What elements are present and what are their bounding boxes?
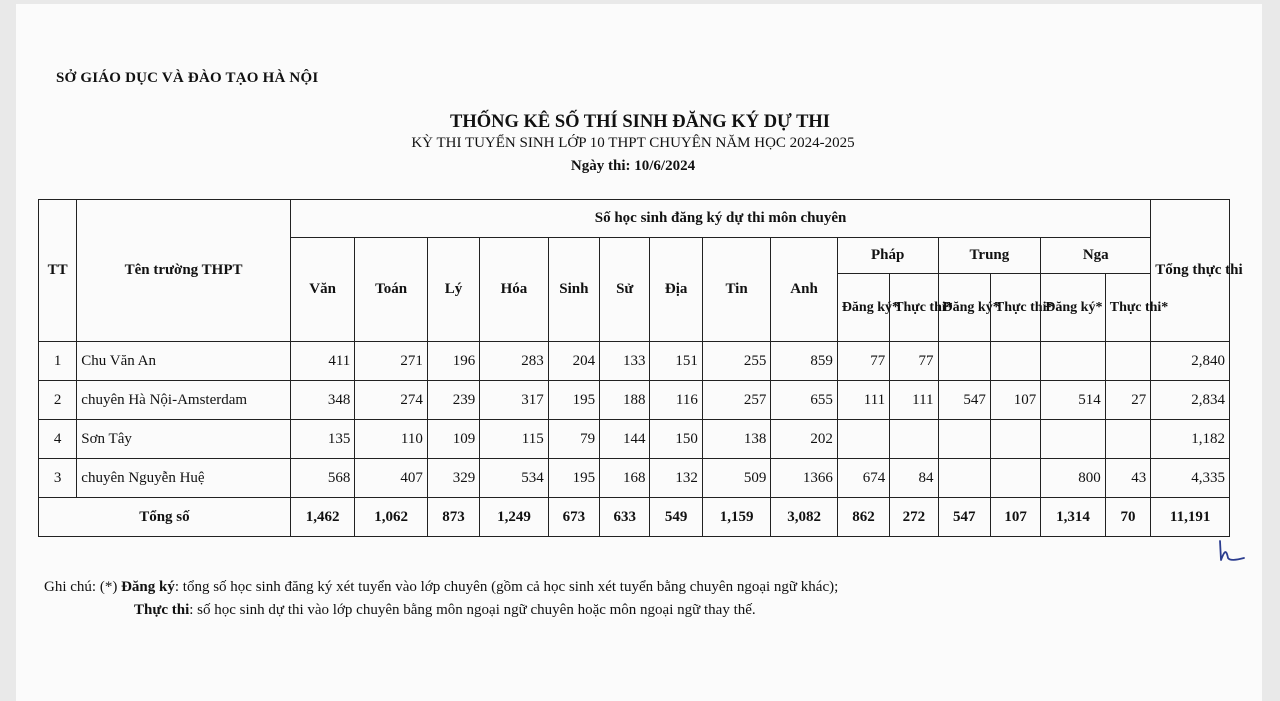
table-row (39, 420, 1230, 459)
row-value: 195 (548, 381, 599, 420)
totals-value: 1,462 (290, 498, 354, 537)
row-value: 84 (890, 459, 938, 498)
lang-group-trung: Trung (938, 238, 1041, 274)
row-total: 4,335 (1151, 459, 1230, 498)
totals-value: 272 (890, 498, 938, 537)
col-header-subject: Anh (771, 238, 837, 342)
row-value: 150 (650, 420, 702, 459)
sub-header-actual: Thực thi* (1105, 274, 1151, 342)
row-value (890, 420, 938, 459)
row-value: 195 (548, 459, 599, 498)
row-value: 115 (480, 420, 549, 459)
note-actual-text: : số học sinh dự thi vào lớp chuyên bằng môn ngoại ngữ chuyên hoặc môn ngoại ngữ thay thế. (189, 602, 756, 618)
totals-value: 862 (837, 498, 889, 537)
row-value: 509 (702, 459, 771, 498)
sub-header-register: Đăng ký* (1041, 274, 1105, 342)
row-value: 111 (837, 381, 889, 420)
row-value: 800 (1041, 459, 1105, 498)
totals-value: 1,314 (1041, 498, 1105, 537)
sub-header-actual: Thực thi* (990, 274, 1040, 342)
row-value: 255 (702, 342, 771, 381)
row-value: 407 (355, 459, 428, 498)
row-value: 77 (890, 342, 938, 381)
col-header-subject: Lý (427, 238, 479, 342)
row-value: 111 (890, 381, 938, 420)
row-value: 109 (427, 420, 479, 459)
totals-row (39, 498, 1230, 537)
row-value: 107 (990, 381, 1040, 420)
row-tt: 4 (39, 420, 77, 459)
group-header: Số học sinh đăng ký dự thi môn chuyên (290, 200, 1150, 238)
table-row (39, 342, 1230, 381)
row-value: 132 (650, 459, 702, 498)
row-value: 133 (600, 342, 650, 381)
table-body (39, 342, 1230, 537)
row-value: 196 (427, 342, 479, 381)
row-value: 859 (771, 342, 837, 381)
lang-group-nga: Nga (1041, 238, 1151, 274)
row-value (990, 420, 1040, 459)
totals-value: 873 (427, 498, 479, 537)
row-tt: 1 (39, 342, 77, 381)
row-total: 2,834 (1151, 381, 1230, 420)
row-school-name: chuyên Nguyễn Huệ (77, 459, 291, 498)
row-value: 283 (480, 342, 549, 381)
col-header-subject: Sử (600, 238, 650, 342)
document-subtitle: KỲ THI TUYỂN SINH LỚP 10 THPT CHUYÊN NĂM HỌC 2024-2025 (411, 135, 855, 151)
row-value: 202 (771, 420, 837, 459)
footnotes (44, 576, 838, 622)
totals-value: 549 (650, 498, 702, 537)
row-value (837, 420, 889, 459)
row-value: 188 (600, 381, 650, 420)
sub-header-register: Đăng ký* (938, 274, 990, 342)
row-value: 239 (427, 381, 479, 420)
col-header-subject: Địa (650, 238, 702, 342)
row-value: 110 (355, 420, 428, 459)
row-total: 2,840 (1151, 342, 1230, 381)
agency-name: SỞ GIÁO DỤC VÀ ĐÀO TẠO HÀ NỘI (56, 70, 319, 86)
row-value: 674 (837, 459, 889, 498)
row-school-name: Sơn Tây (77, 420, 291, 459)
row-value: 168 (600, 459, 650, 498)
row-tt: 3 (39, 459, 77, 498)
note-register (44, 576, 838, 599)
row-value: 135 (290, 420, 354, 459)
row-value: 655 (771, 381, 837, 420)
row-value (938, 420, 990, 459)
totals-value: 70 (1105, 498, 1151, 537)
col-header-subject: Sinh (548, 238, 599, 342)
row-value: 1366 (771, 459, 837, 498)
sub-header-register: Đăng ký* (837, 274, 889, 342)
document-title: THỐNG KÊ SỐ THÍ SINH ĐĂNG KÝ DỰ THI (449, 112, 830, 132)
row-value: 514 (1041, 381, 1105, 420)
col-header-subject: Hóa (480, 238, 549, 342)
row-value (1105, 420, 1151, 459)
initials-signature-icon (1214, 538, 1254, 564)
col-header-subject: Văn (290, 238, 354, 342)
row-value: 534 (480, 459, 549, 498)
totals-value: 107 (990, 498, 1040, 537)
row-value: 411 (290, 342, 354, 381)
row-value: 138 (702, 420, 771, 459)
row-value: 151 (650, 342, 702, 381)
row-value: 79 (548, 420, 599, 459)
col-header-subject: Toán (355, 238, 428, 342)
row-value: 274 (355, 381, 428, 420)
totals-value: 3,082 (771, 498, 837, 537)
row-value: 43 (1105, 459, 1151, 498)
row-value (1105, 342, 1151, 381)
row-school-name: chuyên Hà Nội-Amsterdam (77, 381, 291, 420)
row-value (1041, 420, 1105, 459)
totals-value: 673 (548, 498, 599, 537)
lang-group-phap: Pháp (837, 238, 938, 274)
note-register-term: Đăng ký (121, 579, 175, 595)
row-value: 271 (355, 342, 428, 381)
row-value: 547 (938, 381, 990, 420)
col-header-subject: Tin (702, 238, 771, 342)
statistics-table (38, 199, 1243, 537)
row-value: 116 (650, 381, 702, 420)
row-value: 568 (290, 459, 354, 498)
totals-label: Tổng số (39, 498, 291, 537)
note-prefix: Ghi chú: (*) (44, 579, 122, 595)
sub-header-actual: Thực thi* (890, 274, 938, 342)
row-value: 317 (480, 381, 549, 420)
totals-value: 633 (600, 498, 650, 537)
row-school-name: Chu Văn An (77, 342, 291, 381)
row-tt: 2 (39, 381, 77, 420)
exam-date: Ngày thi: 10/6/2024 (570, 158, 696, 174)
col-header-total: Tổng thực thi (1151, 200, 1230, 342)
col-header-tt: TT (39, 200, 77, 342)
row-value: 27 (1105, 381, 1151, 420)
col-header-school: Tên trường THPT (77, 200, 291, 342)
table-row (39, 381, 1230, 420)
row-value: 348 (290, 381, 354, 420)
row-value: 329 (427, 459, 479, 498)
row-value (938, 342, 990, 381)
row-value: 77 (837, 342, 889, 381)
row-value (938, 459, 990, 498)
grand-total: 11,191 (1151, 498, 1230, 537)
row-total: 1,182 (1151, 420, 1230, 459)
note-actual-term: Thực thi (134, 602, 190, 618)
row-value (990, 342, 1040, 381)
totals-value: 1,249 (480, 498, 549, 537)
row-value: 144 (600, 420, 650, 459)
note-register-text: : tổng số học sinh đăng ký xét tuyển vào lớp chuyên (gồm cả học sinh xét tuyển bằng chuyên ngoại ngữ khác); (174, 579, 839, 595)
table-row (39, 459, 1230, 498)
row-value: 257 (702, 381, 771, 420)
row-value (990, 459, 1040, 498)
totals-value: 1,062 (355, 498, 428, 537)
note-actual (44, 599, 838, 622)
row-value (1041, 342, 1105, 381)
row-value: 204 (548, 342, 599, 381)
totals-value: 1,159 (702, 498, 771, 537)
totals-value: 547 (938, 498, 990, 537)
